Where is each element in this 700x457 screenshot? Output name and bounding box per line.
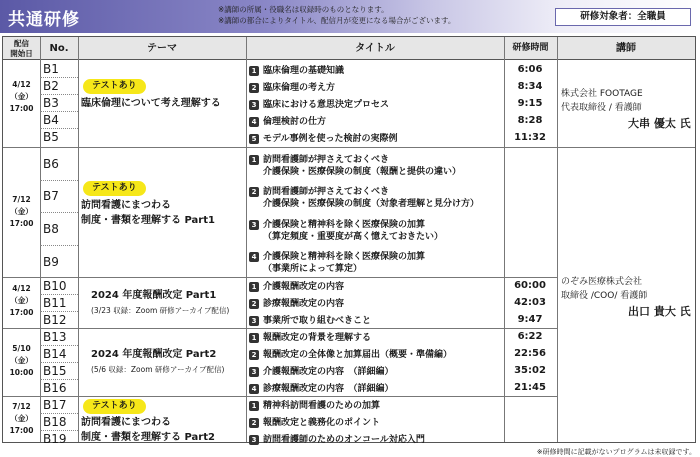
course-no: B1 — [43, 62, 59, 76]
col-header-no: No. — [49, 43, 69, 54]
footnote: ※研修時間に記載がないプログラムは未収録です。 — [536, 448, 696, 456]
session-title: 1 介護報酬改定の内容 — [249, 281, 344, 293]
number-icon: 2 — [249, 418, 259, 428]
session-title: 1 精神科訪問看護のための加算 — [249, 400, 380, 412]
course-no: B16 — [43, 381, 67, 395]
duration: 35:02 — [514, 365, 546, 376]
number-icon: 3 — [249, 435, 259, 445]
col-header-date: 配信 開始日 — [10, 39, 33, 58]
theme-text: 訪問看護にまつわる 制度・書類を理解する Part2 — [81, 417, 215, 443]
group-divider — [3, 396, 557, 397]
lecturer-role: 代表取締役 / 看護師 — [561, 103, 642, 113]
session-title: 5 モデル事例を使った検討の実際例 — [249, 133, 398, 145]
duration: 8:34 — [517, 81, 543, 92]
number-icon: 1 — [249, 66, 259, 76]
theme-text: 2024 年度報酬改定 Part2 (5/6 収録：Zoom 研修アーカイブ配信) — [91, 349, 225, 374]
test-badge: テストあり — [83, 181, 146, 196]
col-divider — [246, 37, 247, 442]
duration: 6:06 — [517, 64, 543, 75]
course-no: B17 — [43, 398, 67, 412]
duration: 6:22 — [517, 331, 543, 342]
duration: 9:15 — [517, 98, 543, 109]
number-icon: 2 — [249, 83, 259, 93]
session-title: 1 報酬改定の背景を理解する — [249, 332, 371, 344]
header-note: ※講師の都合によりタイトル、配信月が変更になる場合がございます。 — [218, 16, 456, 25]
col-divider — [557, 37, 558, 442]
col-divider — [78, 37, 79, 442]
lecturer-info — [561, 275, 647, 303]
course-no: B19 — [43, 432, 67, 446]
course-no: B4 — [43, 113, 59, 127]
session-title: 3 臨床における意思決定プロセス — [249, 99, 389, 111]
course-no: B13 — [43, 330, 67, 344]
delivery-date: 4/12 （金） 17:00 — [9, 284, 34, 317]
number-icon: 1 — [249, 401, 259, 411]
number-icon: 3 — [249, 100, 259, 110]
header-note: ※講師の所属・役職名は収録時のものとなります。 — [218, 5, 389, 14]
course-no: B3 — [43, 96, 59, 110]
number-icon: 4 — [249, 117, 259, 127]
lecturer-role: 取締役 /COO/ 看護師 — [561, 291, 648, 301]
number-icon: 2 — [249, 299, 259, 309]
delivery-date: 4/12 （金） 17:00 — [9, 80, 34, 113]
number-icon: 3 — [249, 220, 259, 230]
test-badge: テストあり — [83, 79, 146, 94]
col-divider — [504, 37, 505, 442]
group-divider — [3, 328, 557, 329]
lecturer-name: 大串 優太 氏 — [628, 117, 691, 130]
session-title: 4 倫理検討の仕方 — [249, 116, 326, 128]
session-title: 2 報酬改定の全体像と加算届出（概要・準備編） — [249, 349, 452, 361]
target-audience-box: 研修対象者：全職員 — [555, 8, 691, 26]
lecturer-org: のぞみ医療株式会社 — [561, 277, 643, 287]
theme-text: 訪問看護にまつわる 制度・書類を理解する Part1 — [81, 200, 215, 226]
course-no: B7 — [43, 189, 59, 203]
session-title: 4 介護保険と精神科を除く医療保険の加算 （事業所によって算定） — [249, 251, 425, 275]
session-title: 2 臨床倫理の考え方 — [249, 82, 335, 94]
number-icon: 5 — [249, 134, 259, 144]
number-icon: 3 — [249, 367, 259, 377]
theme-text: 臨床倫理について考え理解する — [81, 98, 221, 109]
session-title: 4 診療報酬改定の内容 （詳細編） — [249, 383, 394, 395]
delivery-date: 7/12 （金） 17:00 — [9, 402, 34, 435]
session-title: 2 訪問看護師が押さえておくべき 介護保険・医療保険の制度（対象者理解と見分け方） — [249, 186, 479, 210]
duration: 42:03 — [514, 297, 546, 308]
duration: 9:47 — [517, 314, 543, 325]
course-no: B8 — [43, 222, 59, 236]
duration: 60:00 — [514, 280, 546, 291]
course-no: B9 — [43, 255, 59, 269]
course-no: B11 — [43, 296, 67, 310]
lecturer-name: 出口 貴大 氏 — [628, 305, 691, 318]
col-divider — [40, 37, 41, 442]
course-no: B10 — [43, 279, 67, 293]
session-title: 3 介護報酬改定の内容 （詳細編） — [249, 366, 394, 378]
duration: 11:32 — [514, 132, 546, 143]
col-header-time: 研修時間 — [512, 43, 549, 53]
session-title: 2 診療報酬改定の内容 — [249, 298, 344, 310]
number-icon: 1 — [249, 282, 259, 292]
col-header-theme: テーマ — [147, 43, 177, 54]
group-divider — [3, 147, 695, 148]
schedule-table — [2, 36, 696, 446]
col-header-title: タイトル — [355, 43, 395, 54]
number-icon: 4 — [249, 384, 259, 394]
duration: 22:56 — [514, 348, 546, 359]
theme-text: 2024 年度報酬改定 Part1 (3/23 収録：Zoom 研修アーカイブ配信) — [91, 290, 230, 315]
session-title: 2 報酬改定と義務化のポイント — [249, 417, 380, 429]
course-no: B5 — [43, 130, 59, 144]
number-icon: 2 — [249, 350, 259, 360]
header-notes — [218, 4, 455, 26]
number-icon: 3 — [249, 316, 259, 326]
lecturer-org: 株式会社 FOOTAGE — [561, 89, 643, 99]
duration: 8:28 — [517, 115, 543, 126]
test-badge: テストあり — [83, 399, 146, 414]
lecturer-info — [561, 87, 643, 115]
session-title: 1 訪問看護師が押さえておくべき 介護保険・医療保険の制度（報酬と提供の違い） — [249, 154, 461, 178]
page-title: 共通研修 — [8, 10, 80, 30]
number-icon: 1 — [249, 155, 259, 165]
course-no: B6 — [43, 157, 59, 171]
table-header — [3, 37, 695, 60]
course-no: B15 — [43, 364, 67, 378]
group-divider — [3, 277, 557, 278]
delivery-date: 7/12 （金） 17:00 — [9, 195, 34, 228]
duration: 21:45 — [514, 382, 546, 393]
session-title: 3 訪問看護師のためのオンコール対応入門 — [249, 434, 425, 446]
number-icon: 1 — [249, 333, 259, 343]
course-no: B2 — [43, 79, 59, 93]
delivery-date: 5/10 （金） 10:00 — [9, 344, 34, 377]
session-title: 3 事業所で取り組むべきこと — [249, 315, 371, 327]
session-title: 3 介護保険と精神科を除く医療保険の加算 （算定頻度・重要度が高く憶えておきたい） — [249, 219, 443, 243]
course-no: B12 — [43, 313, 67, 327]
session-title: 1 臨床倫理の基礎知識 — [249, 65, 344, 77]
course-no: B14 — [43, 347, 67, 361]
number-icon: 4 — [249, 252, 259, 262]
course-no: B18 — [43, 415, 67, 429]
col-header-lecturer: 講師 — [616, 43, 636, 54]
number-icon: 2 — [249, 187, 259, 197]
